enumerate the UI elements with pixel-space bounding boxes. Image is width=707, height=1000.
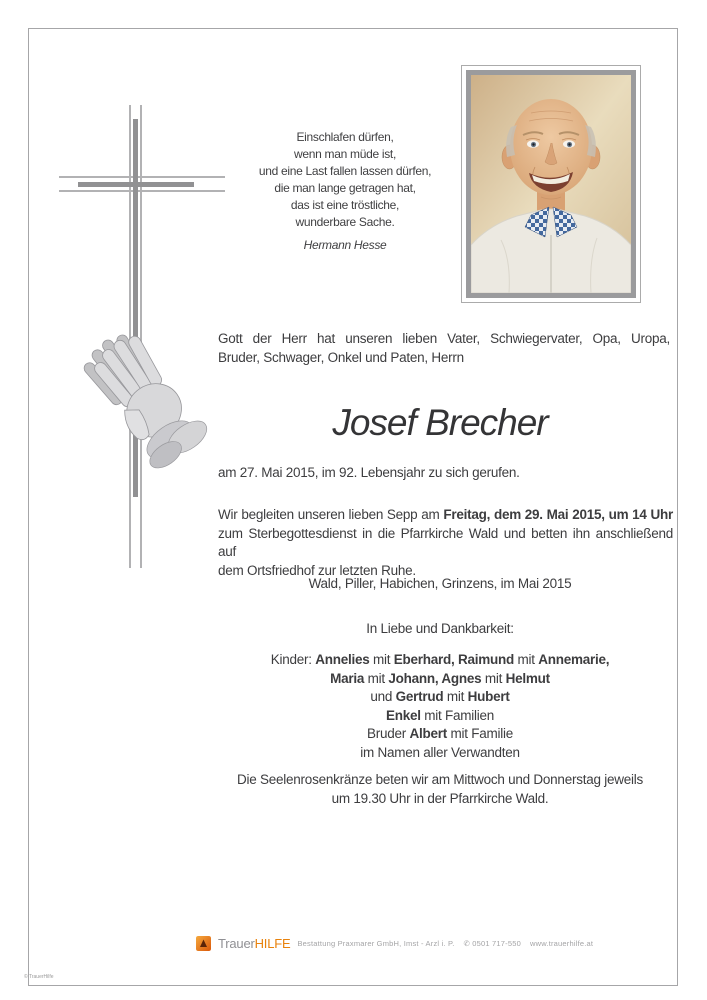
family-text: mit Familie — [447, 726, 514, 741]
intro-line: Bruder, Schwager, Onkel und Paten, Herrn — [218, 349, 464, 365]
quote-line: wunderbare Sache. — [295, 215, 395, 229]
family-name: Hubert — [467, 689, 510, 704]
rosary-line: um 19.30 Uhr in der Pfarrkirche Wald. — [331, 790, 549, 806]
family-name: Johann, Agnes — [388, 670, 482, 686]
copyright-small-print: © TrauerHilfe — [24, 974, 54, 980]
praying-hands-image — [78, 316, 222, 480]
footer — [196, 936, 593, 951]
phone-info — [464, 939, 521, 948]
family-line — [180, 707, 700, 726]
brand-part1: Trauer — [218, 936, 255, 951]
rosary-notice — [180, 771, 700, 808]
family-text: im Namen aller Verwandten — [360, 744, 520, 760]
family-name: Annemarie, — [538, 652, 610, 667]
phone-number: 0501 717-550 — [472, 939, 521, 948]
quote-line: das ist eine tröstliche, — [290, 198, 400, 212]
brand-part2: HILFE — [254, 936, 291, 951]
family-line — [180, 744, 700, 763]
quote-line: Einschlafen dürfen, — [296, 130, 394, 144]
family-line — [180, 725, 700, 744]
family-text: mit Familien — [420, 707, 495, 723]
funeral-line: zum Sterbegottesdienst in die Pfarrkirche Wald und betten ihn anschließend auf — [218, 525, 673, 559]
funeral-date-bold: Freitag, dem 29. Mai 2015, um 14 Uhr — [443, 507, 673, 522]
quote-block — [195, 129, 495, 254]
intro-line: Gott der Herr hat unseren lieben Vater, Schwiegervater, Opa, Uropa, — [218, 331, 670, 346]
intro-text — [218, 330, 670, 367]
family-name: Albert — [409, 726, 448, 741]
family-line — [180, 670, 700, 689]
family-text: Kinder: — [270, 652, 316, 667]
funeral-paragraph — [218, 506, 673, 580]
family-name: Helmut — [505, 670, 550, 686]
website-url: www.trauerhilfe.at — [529, 939, 594, 948]
family-list — [180, 651, 700, 762]
footer-info — [297, 939, 593, 948]
quote-line: wenn man müde ist, — [294, 147, 396, 161]
quote-line: die man lange getragen hat, — [274, 181, 416, 195]
portrait-photo-frame — [461, 65, 641, 303]
company-info: Bestattung Praxmarer GmbH, Imst - Arzl i. P. — [297, 939, 455, 948]
rosary-line: Die Seelenrosenkränze beten wir am Mittwoch und Donnerstag jeweils — [237, 772, 643, 787]
family-text: und — [370, 689, 396, 704]
cross-bar — [78, 182, 194, 187]
funeral-line — [218, 506, 673, 525]
deceased-name: Josef Brecher — [332, 402, 548, 443]
portrait-illustration — [471, 75, 631, 293]
places-line: Wald, Piller, Habichen, Grinzens, im Mai 2015 — [308, 576, 572, 591]
family-name: Eberhard, Raimund — [393, 652, 515, 667]
family-name: Annelies — [315, 652, 370, 667]
family-name: Maria — [330, 670, 365, 686]
funeral-text: Wir begleiten unseren lieben Sepp am — [218, 507, 444, 522]
family-name: Enkel — [385, 707, 421, 723]
quote-line: und eine Last fallen lassen dürfen, — [258, 164, 432, 178]
family-text: mit — [514, 652, 539, 667]
family-text: mit — [443, 689, 468, 704]
family-text: mit — [369, 652, 394, 667]
gratitude-line: In Liebe und Dankbarkeit: — [366, 621, 514, 636]
family-text: mit — [481, 670, 506, 686]
portrait-photo — [466, 70, 636, 298]
quote-author: Hermann Hesse — [303, 238, 387, 252]
funeral-line: dem Ortsfriedhof zur letzten Ruhe. — [218, 562, 416, 578]
phone-icon: ✆ — [463, 939, 470, 948]
footer-brand — [218, 936, 290, 951]
trauerhilfe-logo-icon — [196, 936, 211, 951]
family-line — [180, 651, 700, 670]
family-name: Gertrud — [395, 689, 444, 704]
death-date-line: am 27. Mai 2015, im 92. Lebensjahr zu sich gerufen. — [218, 465, 520, 480]
family-text: Bruder — [366, 726, 410, 741]
family-text: mit — [364, 670, 389, 686]
family-line — [180, 688, 700, 707]
